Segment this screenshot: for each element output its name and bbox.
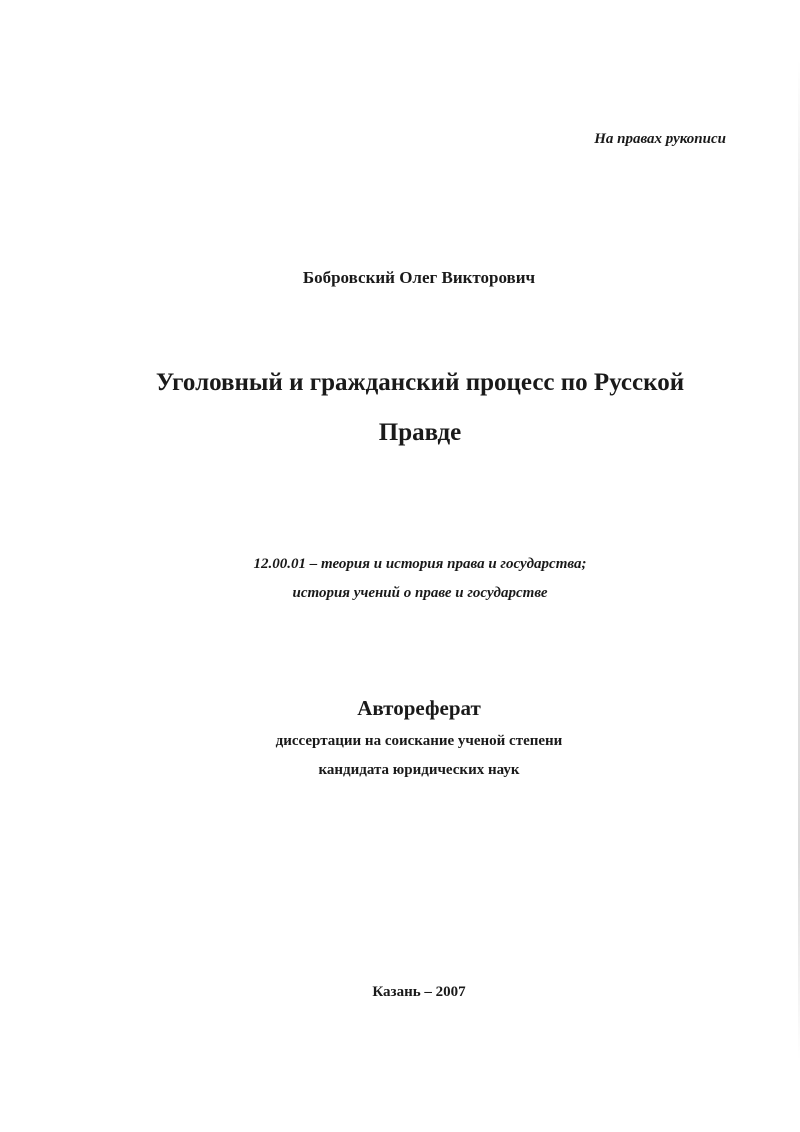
degree-line-1: диссертации на соискание ученой степени: [275, 733, 563, 749]
degree-line-2: кандидата юридических наук: [318, 762, 520, 778]
specialty-line-2: история учений о праве и государстве: [292, 585, 548, 601]
author-name: Бобровский Олег Викторович: [302, 268, 536, 287]
manuscript-note: На правах рукописи: [594, 131, 726, 147]
place-and-year: Казань – 2007: [372, 984, 466, 1000]
title-line-1: Уголовный и гражданский процесс по Русской: [155, 369, 685, 396]
title-line-2: Правде: [378, 419, 462, 446]
specialty-line-1: 12.00.01 – теория и история права и государства;: [253, 556, 587, 572]
abstract-heading: Автореферат: [357, 696, 481, 720]
